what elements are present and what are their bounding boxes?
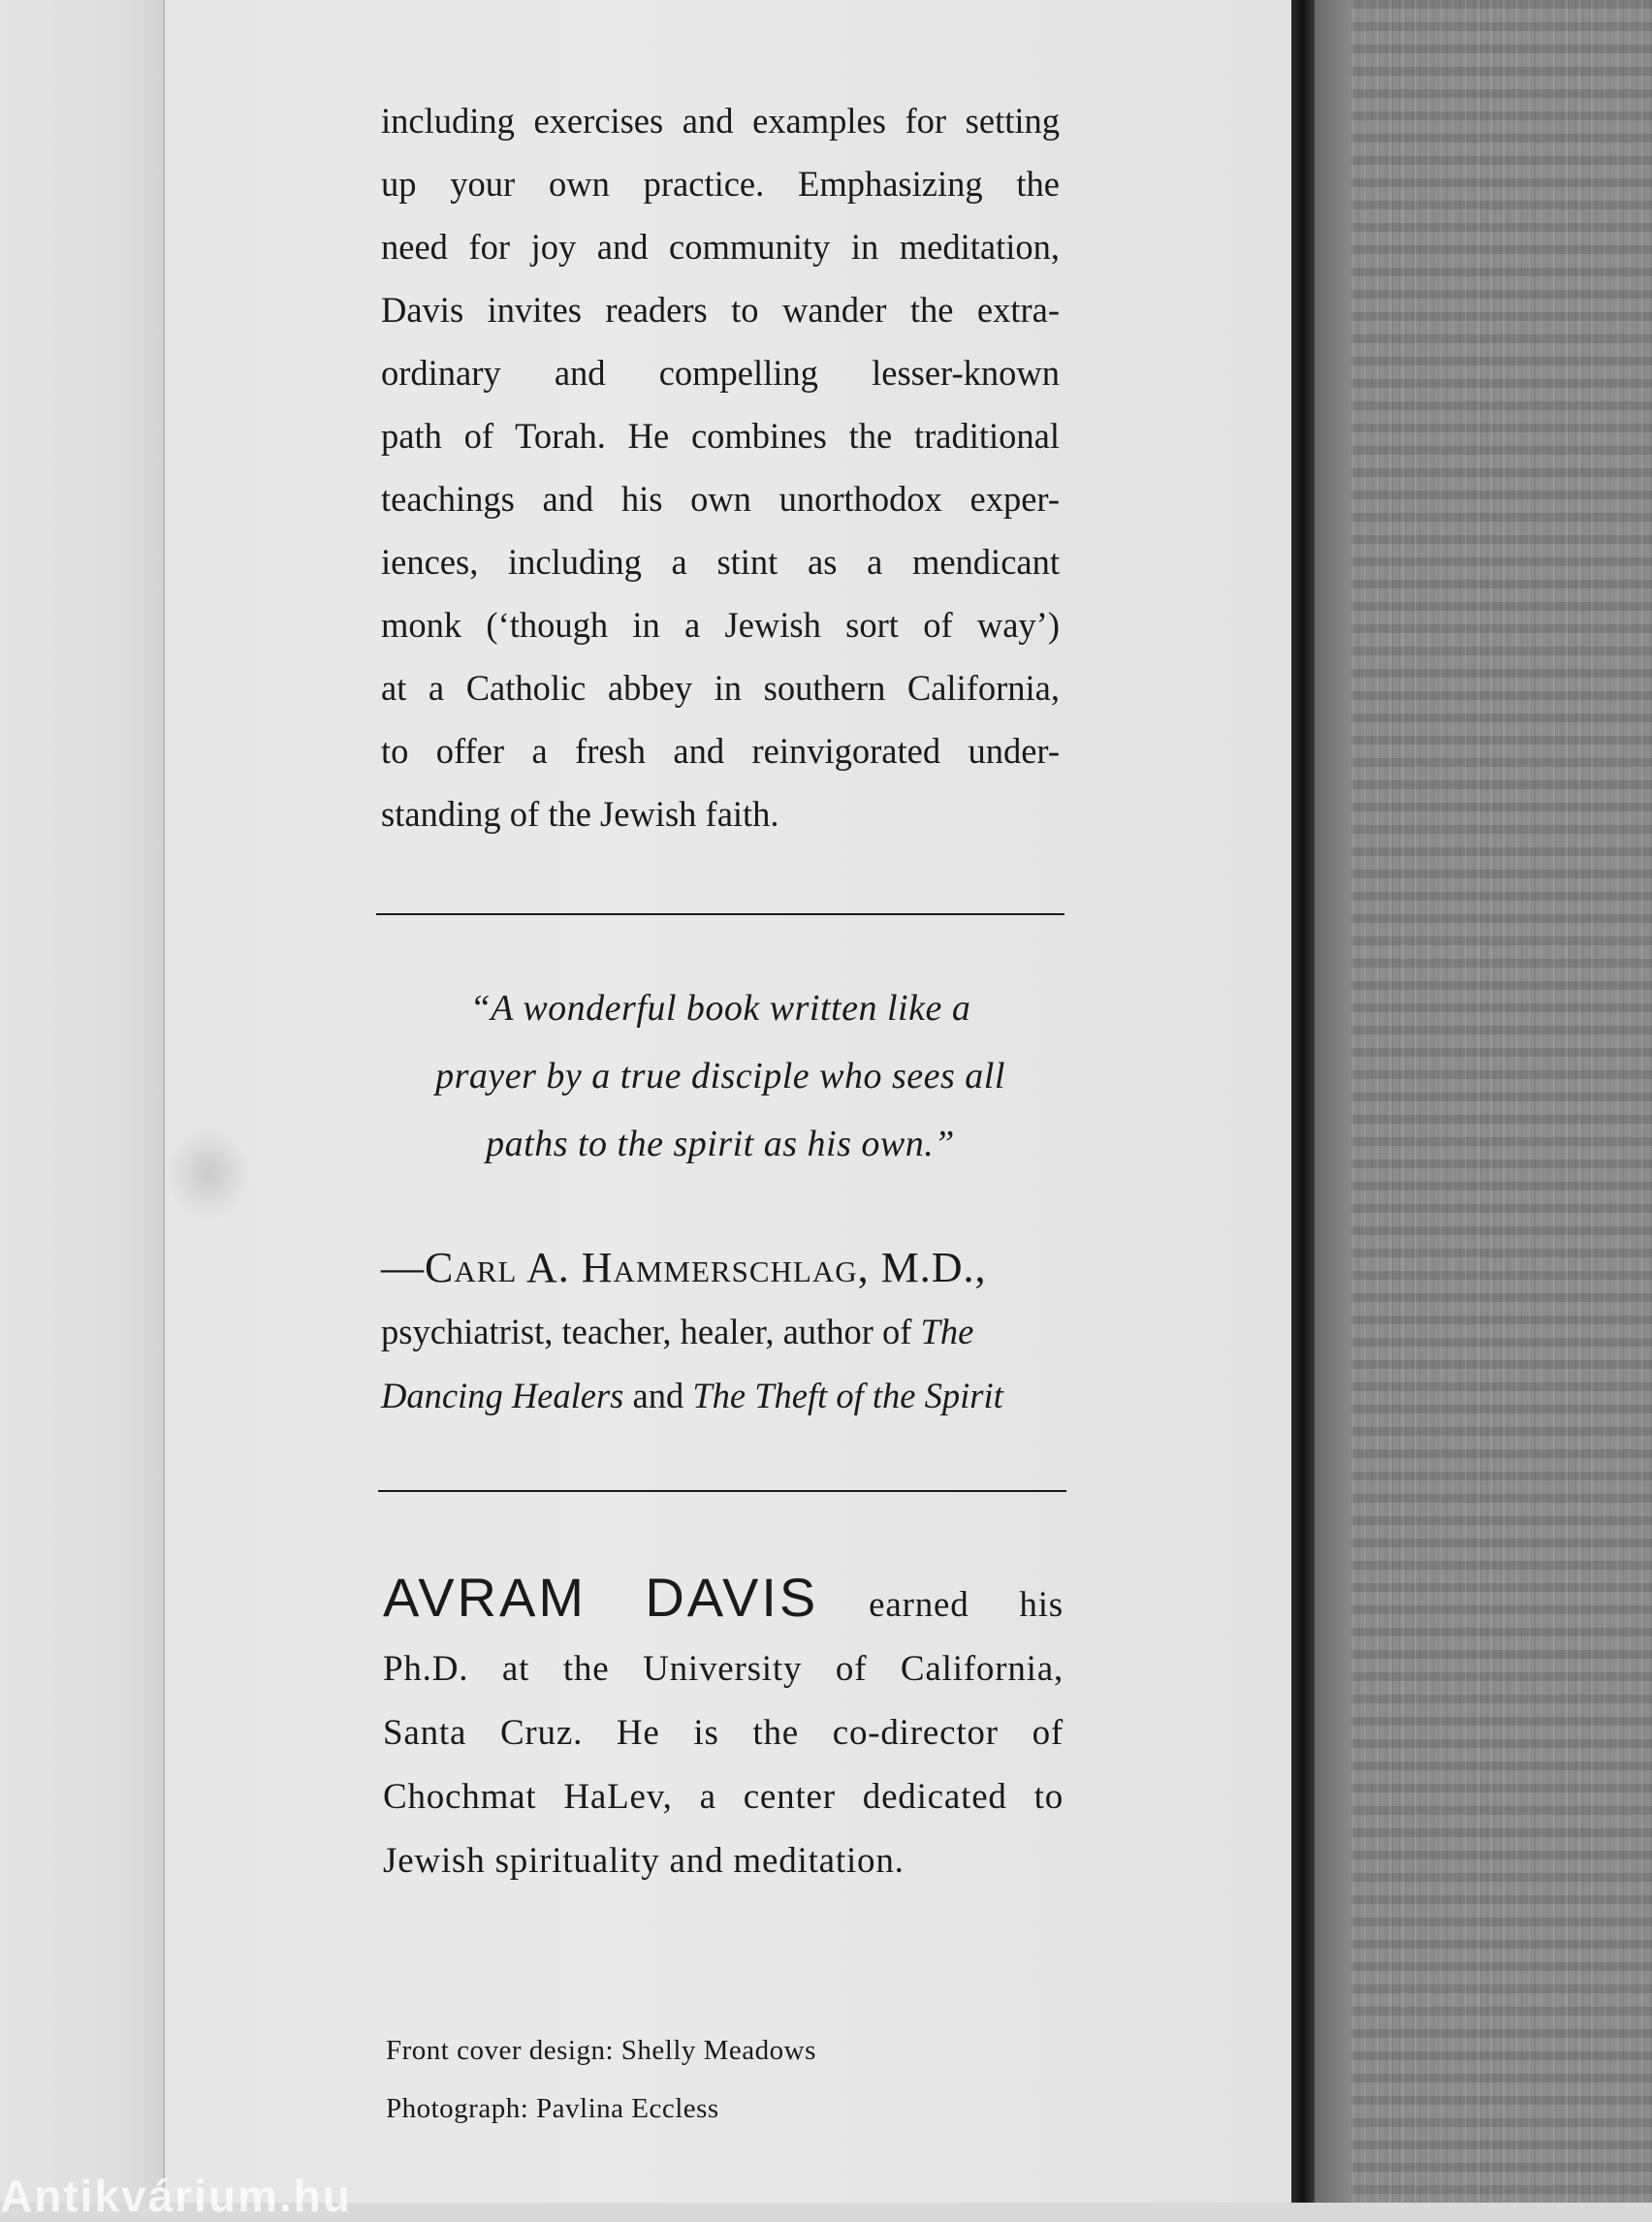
description-line: standing of the Jewish faith.: [381, 794, 779, 834]
credits: [386, 2021, 968, 2138]
attribution-text: and: [623, 1376, 693, 1415]
divider-rule: [378, 1490, 1066, 1492]
cover-design-credit: Front cover design: Shelly Meadows: [386, 2035, 816, 2066]
author-name: AVRAM DAVIS: [383, 1567, 819, 1628]
bio-line: Santa Cruz. He is the co-director of: [383, 1713, 1064, 1753]
description-line: at a Catholic abbey in southern California,: [381, 668, 1060, 708]
bio-line: Ph.D. at the University of California,: [383, 1649, 1064, 1689]
description-line: ordinary and compelling lesser-known: [381, 353, 1060, 393]
author-bio: [383, 1566, 1064, 1893]
description-line: up your own practice. Emphasizing the: [381, 164, 1060, 204]
blurb-quote: [381, 974, 1060, 1178]
description-line: teachings and his own unorthodox exper-: [381, 479, 1060, 519]
book-title: The: [920, 1312, 974, 1351]
background-texture: [1351, 0, 1652, 2203]
description-line: to offer a fresh and reinvigorated under-: [381, 731, 1060, 771]
quote-line: prayer by a true disciple who sees all: [435, 1056, 1005, 1096]
quote-line: “A wonderful book written like a: [469, 988, 971, 1029]
bio-line: [383, 1566, 1064, 1637]
bio-line: Chochmat HaLev, a center dedicated to: [383, 1777, 1064, 1817]
book-board-inner: [1315, 0, 1351, 2203]
description-line: including exercises and examples for setting: [381, 101, 1060, 141]
page-smudge: [165, 1125, 252, 1222]
quote-attribution: [381, 1236, 1069, 1428]
photograph-credit: Photograph: Pavlina Eccless: [386, 2093, 719, 2124]
book-title: Dancing Healers: [381, 1376, 624, 1415]
description-text: [381, 89, 1060, 845]
description-line: monk (‘though in a Jewish sort of way’): [381, 605, 1060, 645]
attribution-text: psychiatrist, teacher, healer, author of: [381, 1312, 921, 1351]
book-title: The Theft of the Spirit: [692, 1376, 1003, 1415]
quote-line: paths to the spirit as his own.”: [486, 1124, 955, 1164]
attribution-name: —Carl A. Hammerschlag, M.D.,: [381, 1244, 987, 1291]
description-line: iences, including a stint as a mendicant: [381, 542, 1060, 582]
bio-line: Jewish spirituality and meditation.: [383, 1841, 905, 1881]
divider-rule: [376, 913, 1064, 915]
attribution-line: [381, 1300, 1069, 1364]
back-flap-edge: [0, 0, 165, 2203]
description-line: need for joy and community in meditation,: [381, 227, 1060, 267]
attribution-line: [381, 1364, 1069, 1428]
bio-text: earned his: [818, 1585, 1064, 1625]
watermark: Antikvárium.hu: [0, 2171, 352, 2221]
description-line: path of Torah. He combines the traditional: [381, 416, 1060, 456]
description-line: Davis invites readers to wander the extra-: [381, 290, 1060, 330]
book-board-edge: [1291, 0, 1315, 2203]
